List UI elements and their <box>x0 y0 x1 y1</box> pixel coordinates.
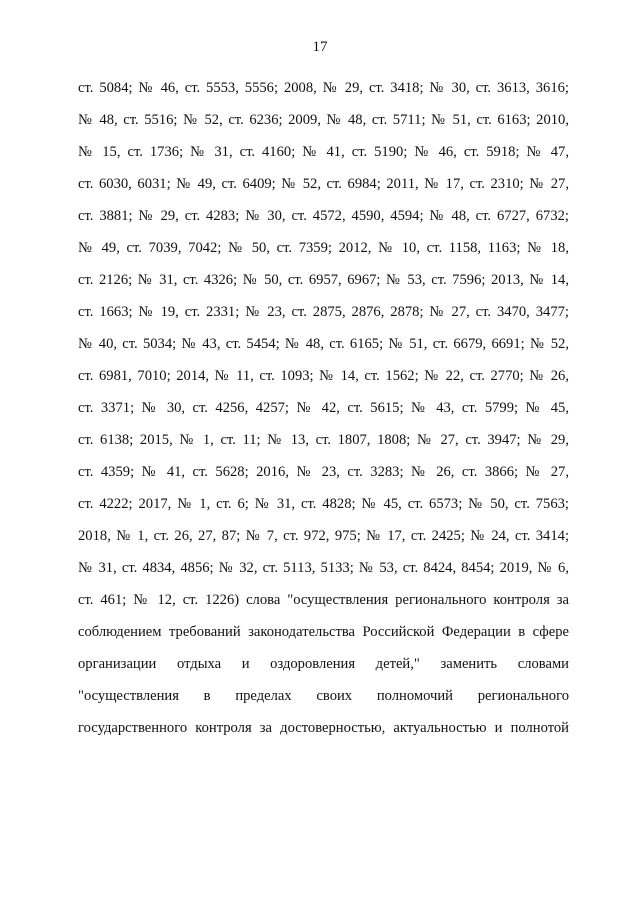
text-line: ст. 3881; № 29, ст. 4283; № 30, ст. 4572, 4590, 4594; № 48, ст. 6727, 6732; <box>78 208 569 224</box>
text-line: ст. 1663; № 19, ст. 2331; № 23, ст. 2875, 2876, 2878; № 27, ст. 3470, 3477; <box>78 304 569 320</box>
text-line: ст. 461; № 12, ст. 1226) слова "осуществления регионального контроля за <box>78 592 569 608</box>
text-line: ст. 6981, 7010; 2014, № 11, ст. 1093; № 14, ст. 1562; № 22, ст. 2770; № 26, <box>78 368 569 384</box>
text-line: соблюдением требований законодательства Российской Федерации в сфере <box>78 624 569 640</box>
text-line: государственного контроля за достоверностью, актуальностью и полнотой <box>78 720 569 736</box>
text-line: № 49, ст. 7039, 7042; № 50, ст. 7359; 2012, № 10, ст. 1158, 1163; № 18, <box>78 240 569 256</box>
text-line: ст. 6030, 6031; № 49, ст. 6409; № 52, ст. 6984; 2011, № 17, ст. 2310; № 27, <box>78 176 569 192</box>
document-body <box>78 78 569 750</box>
text-line: 2018, № 1, ст. 26, 27, 87; № 7, ст. 972, 975; № 17, ст. 2425; № 24, ст. 3414; <box>78 528 569 544</box>
text-line: ст. 2126; № 31, ст. 4326; № 50, ст. 6957, 6967; № 53, ст. 7596; 2013, № 14, <box>78 272 569 288</box>
text-line: № 31, ст. 4834, 4856; № 32, ст. 5113, 5133; № 53, ст. 8424, 8454; 2019, № 6, <box>78 560 569 576</box>
text-line: № 40, ст. 5034; № 43, ст. 5454; № 48, ст. 6165; № 51, ст. 6679, 6691; № 52, <box>78 336 569 352</box>
text-line: № 48, ст. 5516; № 52, ст. 6236; 2009, № 48, ст. 5711; № 51, ст. 6163; 2010, <box>78 112 569 128</box>
text-line: ст. 3371; № 30, ст. 4256, 4257; № 42, ст. 5615; № 43, ст. 5799; № 45, <box>78 400 569 416</box>
text-line: "осуществления в пределах своих полномочий регионального <box>78 688 569 704</box>
text-line: ст. 5084; № 46, ст. 5553, 5556; 2008, № 29, ст. 3418; № 30, ст. 3613, 3616; <box>78 80 569 96</box>
text-line: ст. 6138; 2015, № 1, ст. 11; № 13, ст. 1807, 1808; № 27, ст. 3947; № 29, <box>78 432 569 448</box>
page-number: 17 <box>312 39 328 55</box>
text-line: ст. 4359; № 41, ст. 5628; 2016, № 23, ст. 3283; № 26, ст. 3866; № 27, <box>78 464 569 480</box>
text-line: № 15, ст. 1736; № 31, ст. 4160; № 41, ст. 5190; № 46, ст. 5918; № 47, <box>78 144 569 160</box>
text-line: ст. 4222; 2017, № 1, ст. 6; № 31, ст. 4828; № 45, ст. 6573; № 50, ст. 7563; <box>78 496 569 512</box>
text-line: организации отдыха и оздоровления детей," заменить словами <box>78 656 569 672</box>
